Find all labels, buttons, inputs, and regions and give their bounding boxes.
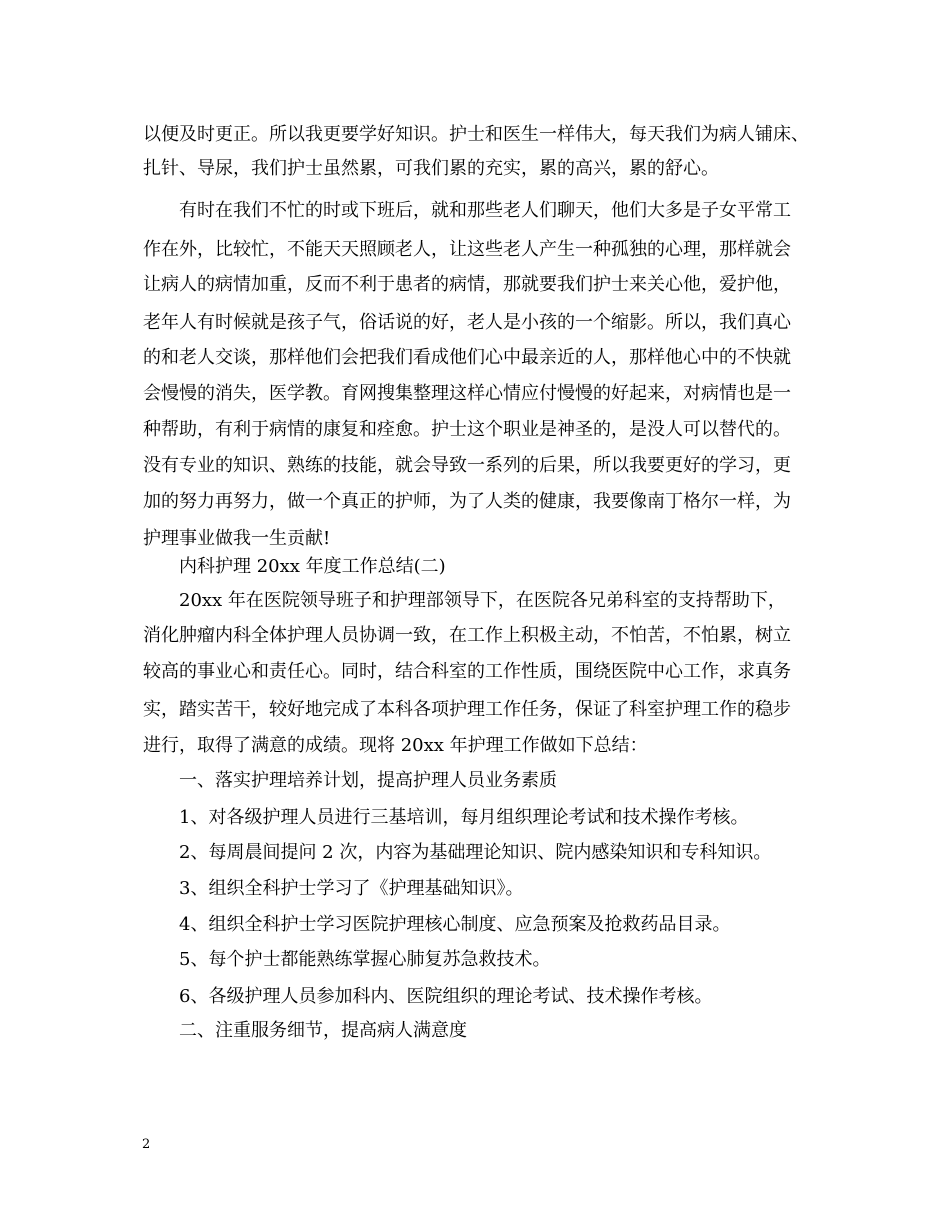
list-item: 4、组织全科护士学习医院护理核心制度、应急预案及抢救药品目录。: [179, 914, 731, 935]
text-line: 较高的事业心和责任心。同时，结合科室的工作性质，围绕医院中心工作，求真务: [143, 661, 791, 682]
text-line: 实，踏实苦干，较好地完成了本科各项护理工作任务，保证了科室护理工作的稳步: [143, 699, 791, 720]
text-line: 种帮助，有利于病情的康复和痊愈。护士这个职业是神圣的，是没人可以替代的。: [143, 419, 791, 440]
text-line: 护理事业做我一生贡献!: [143, 528, 331, 549]
text-line: 会慢慢的消失，医学教。育网搜集整理这样心情应付慢慢的好起来，对病情也是一: [143, 383, 791, 404]
list-item: 6、各级护理人员参加科内、医院组织的理论考试、技术操作考核。: [179, 986, 713, 1007]
text-line: 消化肿瘤内科全体护理人员协调一致，在工作上积极主动，不怕苦，不怕累，树立: [143, 625, 791, 646]
text-line: 20xx 年在医院领导班子和护理部领导下，在医院各兄弟科室的支持帮助下，: [179, 590, 786, 611]
subsection-heading: 二、注重服务细节，提高病人满意度: [179, 1020, 467, 1041]
section-heading: 内科护理 20xx 年度工作总结(二): [179, 556, 446, 577]
list-item: 5、每个护士都能熟练掌握心肺复苏急救技术。: [179, 949, 551, 970]
text-line: 的和老人交谈，那样他们会把我们看成他们心中最亲近的人，那样他心中的不快就: [143, 347, 791, 368]
text-line: 让病人的病情加重，反而不利于患者的病情，那就要我们护士来关心他，爱护他，: [143, 274, 791, 295]
list-item: 1、对各级护理人员进行三基培训，每月组织理论考试和技术操作考核。: [179, 807, 749, 828]
text-line: 进行，取得了满意的成绩。现将 20xx 年护理工作做如下总结：: [143, 735, 648, 756]
text-line: 有时在我们不忙的时或下班后，就和那些老人们聊天，他们大多是子女平常工: [179, 200, 791, 221]
text-line: 作在外，比较忙，不能天天照顾老人，让这些老人产生一种孤独的心理，那样就会: [143, 239, 791, 260]
text-line: 没有专业的知识、熟练的技能，就会导致一系列的后果，所以我要更好的学习，更: [143, 455, 791, 476]
page-number: 2: [142, 1137, 151, 1152]
text-line: 扎针、导尿，我们护士虽然累，可我们累的充实，累的高兴，累的舒心。: [143, 158, 719, 179]
text-line: 加的努力再努力，做一个真正的护师，为了人类的健康，我要像南丁格尔一样，为: [143, 491, 791, 512]
list-item: 2、每周晨间提问 2 次，内容为基础理论知识、院内感染知识和专科知识。: [179, 842, 772, 863]
text-line: 以便及时更正。所以我更要学好知识。护士和医生一样伟大，每天我们为病人铺床、: [143, 124, 809, 145]
list-item: 3、组织全科护士学习了《护理基础知识》。: [179, 878, 524, 899]
text-line: 老年人有时候就是孩子气，俗话说的好，老人是小孩的一个缩影。所以，我们真心: [143, 312, 791, 333]
subsection-heading: 一、落实护理培养计划，提高护理人员业务素质: [179, 770, 557, 791]
